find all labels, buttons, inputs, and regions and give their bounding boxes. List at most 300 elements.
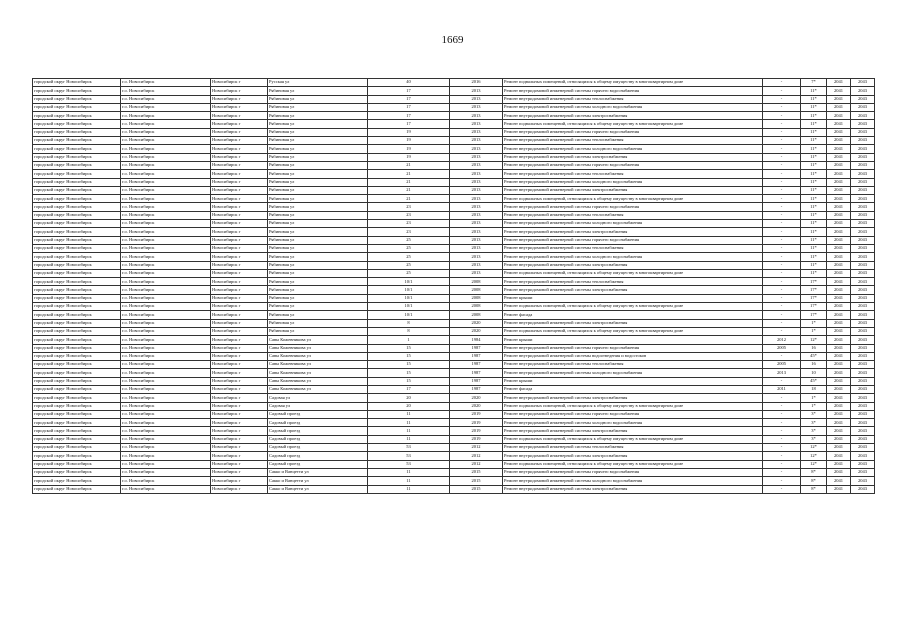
cell-street: Рябиновая ул	[268, 211, 368, 219]
cell-year-from: 2041	[827, 95, 851, 103]
cell-work-type: Ремонт внутридомовой инженерной системы холодного водоснабжения	[503, 419, 763, 427]
cell-street: Рябиновая ул	[268, 327, 368, 335]
cell-district: городской округ Новосибирск	[33, 95, 121, 103]
cell-year-from: 2041	[827, 79, 851, 87]
cell-year-built: 2013	[450, 269, 503, 277]
cell-house: 17	[368, 87, 450, 95]
table-row	[33, 178, 875, 186]
cell-year-from: 2041	[827, 303, 851, 311]
cell-priority: 16	[801, 361, 827, 369]
cell-year-prev: -	[763, 468, 801, 476]
cell-year-from: 2041	[827, 477, 851, 485]
cell-street: Рябиновая ул	[268, 153, 368, 161]
cell-year-prev: 2011	[763, 385, 801, 393]
table-row	[33, 145, 875, 153]
cell-locality: Новосибирск г	[211, 311, 268, 319]
table-row	[33, 112, 875, 120]
cell-street: Рябиновая ул	[268, 303, 368, 311]
cell-locality: Новосибирск г	[211, 195, 268, 203]
cell-city: г.о. Новосибирск	[121, 468, 211, 476]
cell-year-prev: -	[763, 294, 801, 302]
cell-city: г.о. Новосибирск	[121, 153, 211, 161]
cell-year-to: 2043	[851, 95, 875, 103]
cell-work-type: Ремонт внутридомовой инженерной системы теплоснабжения	[503, 244, 763, 252]
cell-house: 8	[368, 327, 450, 335]
cell-year-to: 2043	[851, 120, 875, 128]
cell-year-built: 2013	[450, 178, 503, 186]
cell-city: г.о. Новосибирск	[121, 103, 211, 111]
cell-year-to: 2043	[851, 161, 875, 169]
cell-year-built: 2013	[450, 153, 503, 161]
cell-priority: 11*	[801, 153, 827, 161]
cell-year-from: 2041	[827, 369, 851, 377]
cell-work-type: Ремонт внутридомовой инженерной системы горячего водоснабжения	[503, 344, 763, 352]
cell-locality: Новосибирск г	[211, 394, 268, 402]
cell-year-built: 2008	[450, 286, 503, 294]
cell-priority: 11*	[801, 137, 827, 145]
cell-year-prev: 2013	[763, 369, 801, 377]
cell-year-from: 2041	[827, 161, 851, 169]
table-row	[33, 170, 875, 178]
cell-street: Рябиновая ул	[268, 95, 368, 103]
cell-year-built: 2015	[450, 485, 503, 493]
cell-district: городской округ Новосибирск	[33, 261, 121, 269]
cell-city: г.о. Новосибирск	[121, 170, 211, 178]
cell-district: городской округ Новосибирск	[33, 485, 121, 493]
cell-priority: 11*	[801, 261, 827, 269]
cell-priority: 17*	[801, 278, 827, 286]
page-number: 1669	[441, 34, 464, 46]
cell-house: 15	[368, 352, 450, 360]
cell-street: Сакко и Ванцетти ул	[268, 485, 368, 493]
cell-year-prev: -	[763, 228, 801, 236]
cell-priority: 11*	[801, 103, 827, 111]
cell-work-type: Ремонт внутридомовой инженерной системы горячего водоснабжения	[503, 236, 763, 244]
cell-year-built: 2019	[450, 419, 503, 427]
cell-priority: 18	[801, 385, 827, 393]
cell-district: городской округ Новосибирск	[33, 344, 121, 352]
cell-district: городской округ Новосибирск	[33, 236, 121, 244]
cell-district: городской округ Новосибирск	[33, 385, 121, 393]
cell-year-to: 2043	[851, 435, 875, 443]
cell-street: Садовый проезд	[268, 410, 368, 418]
cell-city: г.о. Новосибирск	[121, 236, 211, 244]
table-row	[33, 228, 875, 236]
table-row	[33, 452, 875, 460]
cell-year-prev: -	[763, 435, 801, 443]
cell-year-built: 1984	[450, 336, 503, 344]
table-row	[33, 128, 875, 136]
cell-work-type: Ремонт внутридомовой инженерной системы горячего водоснабжения	[503, 161, 763, 169]
cell-house: 19	[368, 145, 450, 153]
cell-year-built: 2013	[450, 120, 503, 128]
cell-priority: 11*	[801, 95, 827, 103]
cell-work-type: Ремонт внутридомовой инженерной системы горячего водоснабжения	[503, 203, 763, 211]
cell-year-prev: -	[763, 103, 801, 111]
cell-priority: 7*	[801, 79, 827, 87]
table-row	[33, 236, 875, 244]
table-row	[33, 220, 875, 228]
cell-house: 17	[368, 120, 450, 128]
cell-street: Рябиновая ул	[268, 311, 368, 319]
cell-house: 20	[368, 402, 450, 410]
cell-year-from: 2041	[827, 112, 851, 120]
cell-locality: Новосибирск г	[211, 352, 268, 360]
table-row	[33, 203, 875, 211]
cell-locality: Новосибирск г	[211, 452, 268, 460]
cell-district: городской округ Новосибирск	[33, 336, 121, 344]
table-row	[33, 327, 875, 335]
cell-year-prev: -	[763, 419, 801, 427]
cell-work-type: Ремонт внутридомовой инженерной системы электроснабжения	[503, 112, 763, 120]
cell-house: 11	[368, 427, 450, 435]
cell-work-type: Ремонт внутридомовой инженерной системы горячего водоснабжения	[503, 128, 763, 136]
cell-house: 10/1	[368, 311, 450, 319]
cell-locality: Новосибирск г	[211, 137, 268, 145]
cell-year-from: 2041	[827, 236, 851, 244]
cell-year-to: 2043	[851, 452, 875, 460]
cell-work-type: Ремонт внутридомовой инженерной системы теплоснабжения	[503, 170, 763, 178]
cell-street: Савы Кожевникова ул	[268, 385, 368, 393]
cell-year-built: 2008	[450, 303, 503, 311]
table-row	[33, 195, 875, 203]
cell-city: г.о. Новосибирск	[121, 444, 211, 452]
cell-work-type: Ремонт внутридомовой инженерной системы теплоснабжения	[503, 361, 763, 369]
cell-work-type: Ремонт внутридомовой инженерной системы теплоснабжения	[503, 211, 763, 219]
cell-priority: 3*	[801, 419, 827, 427]
cell-priority: 16	[801, 344, 827, 352]
cell-street: Рябиновая ул	[268, 128, 368, 136]
cell-priority: 8*	[801, 468, 827, 476]
cell-priority: 17*	[801, 303, 827, 311]
table-row	[33, 319, 875, 327]
cell-house: 10/1	[368, 303, 450, 311]
cell-city: г.о. Новосибирск	[121, 477, 211, 485]
cell-year-built: 2013	[450, 186, 503, 194]
cell-year-to: 2043	[851, 178, 875, 186]
cell-city: г.о. Новосибирск	[121, 278, 211, 286]
cell-street: Рябиновая ул	[268, 236, 368, 244]
table-row	[33, 468, 875, 476]
cell-work-type: Ремонт фасада	[503, 311, 763, 319]
cell-district: городской округ Новосибирск	[33, 369, 121, 377]
cell-city: г.о. Новосибирск	[121, 95, 211, 103]
cell-priority: 1*	[801, 327, 827, 335]
cell-district: городской округ Новосибирск	[33, 79, 121, 87]
cell-year-prev: -	[763, 477, 801, 485]
cell-year-built: 2013	[450, 211, 503, 219]
cell-work-type: Ремонт крыши	[503, 377, 763, 385]
cell-city: г.о. Новосибирск	[121, 220, 211, 228]
cell-city: г.о. Новосибирск	[121, 211, 211, 219]
cell-city: г.о. Новосибирск	[121, 452, 211, 460]
cell-street: Садовый проезд	[268, 419, 368, 427]
cell-street: Савы Кожевникова ул	[268, 377, 368, 385]
cell-year-built: 2013	[450, 261, 503, 269]
cell-priority: 17*	[801, 286, 827, 294]
cell-work-type: Ремонт внутридомовой инженерной системы холодного водоснабжения	[503, 145, 763, 153]
cell-locality: Новосибирск г	[211, 477, 268, 485]
cell-year-from: 2041	[827, 253, 851, 261]
cell-year-prev: -	[763, 120, 801, 128]
cell-city: г.о. Новосибирск	[121, 352, 211, 360]
cell-year-prev: -	[763, 460, 801, 468]
cell-year-built: 2020	[450, 394, 503, 402]
cell-year-to: 2043	[851, 485, 875, 493]
cell-house: 21	[368, 170, 450, 178]
cell-street: Рябиновая ул	[268, 220, 368, 228]
cell-work-type: Ремонт крыши	[503, 294, 763, 302]
cell-house: 25	[368, 269, 450, 277]
cell-locality: Новосибирск г	[211, 211, 268, 219]
cell-locality: Новосибирск г	[211, 269, 268, 277]
cell-year-built: 2013	[450, 87, 503, 95]
cell-district: городской округ Новосибирск	[33, 244, 121, 252]
cell-house: 11	[368, 468, 450, 476]
cell-year-prev: -	[763, 319, 801, 327]
cell-priority: 12*	[801, 336, 827, 344]
cell-city: г.о. Новосибирск	[121, 394, 211, 402]
table-row	[33, 435, 875, 443]
cell-work-type: Ремонт внутридомовой инженерной системы электроснабжения	[503, 427, 763, 435]
cell-city: г.о. Новосибирск	[121, 427, 211, 435]
cell-work-type: Ремонт подвальных помещений, относящихся к общему имуществу в многоквартирном доме	[503, 460, 763, 468]
cell-house: 19	[368, 137, 450, 145]
cell-priority: 11*	[801, 253, 827, 261]
cell-locality: Новосибирск г	[211, 402, 268, 410]
cell-work-type: Ремонт подвальных помещений, относящихся к общему имуществу в многоквартирном доме	[503, 327, 763, 335]
cell-year-to: 2043	[851, 220, 875, 228]
cell-district: городской округ Новосибирск	[33, 460, 121, 468]
cell-year-built: 2013	[450, 161, 503, 169]
cell-year-built: 1987	[450, 377, 503, 385]
cell-year-built: 2008	[450, 278, 503, 286]
cell-locality: Новосибирск г	[211, 377, 268, 385]
cell-district: городской округ Новосибирск	[33, 87, 121, 95]
cell-city: г.о. Новосибирск	[121, 79, 211, 87]
cell-year-from: 2041	[827, 394, 851, 402]
cell-street: Рябиновая ул	[268, 170, 368, 178]
cell-district: городской округ Новосибирск	[33, 228, 121, 236]
cell-year-prev: 2005	[763, 344, 801, 352]
cell-locality: Новосибирск г	[211, 236, 268, 244]
cell-city: г.о. Новосибирск	[121, 253, 211, 261]
cell-locality: Новосибирск г	[211, 278, 268, 286]
cell-street: Рябиновая ул	[268, 278, 368, 286]
cell-city: г.о. Новосибирск	[121, 286, 211, 294]
cell-locality: Новосибирск г	[211, 286, 268, 294]
cell-district: городской округ Новосибирск	[33, 112, 121, 120]
cell-city: г.о. Новосибирск	[121, 344, 211, 352]
cell-city: г.о. Новосибирск	[121, 460, 211, 468]
cell-year-from: 2041	[827, 120, 851, 128]
cell-district: городской округ Новосибирск	[33, 103, 121, 111]
cell-locality: Новосибирск г	[211, 427, 268, 435]
cell-year-to: 2043	[851, 128, 875, 136]
cell-year-to: 2043	[851, 444, 875, 452]
cell-year-built: 2013	[450, 95, 503, 103]
cell-house: 53	[368, 444, 450, 452]
cell-work-type: Ремонт внутридомовой инженерной системы электроснабжения	[503, 228, 763, 236]
cell-year-to: 2043	[851, 186, 875, 194]
cell-year-built: 2013	[450, 220, 503, 228]
cell-city: г.о. Новосибирск	[121, 327, 211, 335]
cell-house: 25	[368, 244, 450, 252]
cell-work-type: Ремонт внутридомовой инженерной системы теплоснабжения	[503, 444, 763, 452]
cell-priority: 11*	[801, 203, 827, 211]
cell-year-to: 2043	[851, 460, 875, 468]
cell-house: 11	[368, 477, 450, 485]
cell-year-from: 2041	[827, 402, 851, 410]
cell-locality: Новосибирск г	[211, 103, 268, 111]
cell-work-type: Ремонт подвальных помещений, относящихся к общему имуществу в многоквартирном доме	[503, 303, 763, 311]
cell-locality: Новосибирск г	[211, 261, 268, 269]
cell-locality: Новосибирск г	[211, 303, 268, 311]
cell-district: городской округ Новосибирск	[33, 203, 121, 211]
cell-year-prev: -	[763, 153, 801, 161]
cell-year-from: 2041	[827, 244, 851, 252]
cell-street: Савы Кожевникова ул	[268, 336, 368, 344]
cell-house: 21	[368, 186, 450, 194]
cell-year-built: 2008	[450, 311, 503, 319]
cell-locality: Новосибирск г	[211, 327, 268, 335]
cell-work-type: Ремонт внутридомовой инженерной системы электроснабжения	[503, 186, 763, 194]
cell-city: г.о. Новосибирск	[121, 128, 211, 136]
cell-year-to: 2043	[851, 344, 875, 352]
cell-year-prev: -	[763, 394, 801, 402]
cell-locality: Новосибирск г	[211, 228, 268, 236]
cell-district: городской округ Новосибирск	[33, 220, 121, 228]
cell-year-prev: -	[763, 95, 801, 103]
cell-year-prev: -	[763, 195, 801, 203]
cell-priority: 8*	[801, 485, 827, 493]
cell-district: городской округ Новосибирск	[33, 178, 121, 186]
cell-city: г.о. Новосибирск	[121, 410, 211, 418]
cell-locality: Новосибирск г	[211, 444, 268, 452]
cell-work-type: Ремонт внутридомовой инженерной системы электроснабжения	[503, 485, 763, 493]
repair-register-table	[32, 78, 875, 494]
cell-year-built: 1987	[450, 344, 503, 352]
cell-year-to: 2043	[851, 286, 875, 294]
cell-work-type: Ремонт внутридомовой инженерной системы теплоснабжения	[503, 278, 763, 286]
cell-city: г.о. Новосибирск	[121, 435, 211, 443]
cell-year-prev: -	[763, 485, 801, 493]
cell-district: городской округ Новосибирск	[33, 253, 121, 261]
cell-city: г.о. Новосибирск	[121, 303, 211, 311]
cell-priority: 11*	[801, 128, 827, 136]
cell-year-to: 2043	[851, 236, 875, 244]
cell-district: городской округ Новосибирск	[33, 269, 121, 277]
cell-year-built: 1987	[450, 369, 503, 377]
cell-district: городской округ Новосибирск	[33, 327, 121, 335]
cell-house: 40	[368, 79, 450, 87]
table-row	[33, 244, 875, 252]
cell-year-prev: -	[763, 377, 801, 385]
cell-city: г.о. Новосибирск	[121, 369, 211, 377]
table-row	[33, 278, 875, 286]
cell-year-built: 2013	[450, 236, 503, 244]
cell-city: г.о. Новосибирск	[121, 261, 211, 269]
cell-year-built: 2013	[450, 253, 503, 261]
cell-locality: Новосибирск г	[211, 344, 268, 352]
table-row	[33, 460, 875, 468]
cell-year-to: 2043	[851, 427, 875, 435]
cell-locality: Новосибирск г	[211, 79, 268, 87]
cell-work-type: Ремонт внутридомовой инженерной системы горячего водоснабжения	[503, 468, 763, 476]
cell-house: 25	[368, 253, 450, 261]
cell-street: Сакко и Ванцетти ул	[268, 477, 368, 485]
cell-year-from: 2041	[827, 352, 851, 360]
cell-year-from: 2041	[827, 278, 851, 286]
cell-district: городской округ Новосибирск	[33, 278, 121, 286]
table-row	[33, 427, 875, 435]
table-row	[33, 153, 875, 161]
cell-year-built: 2016	[450, 79, 503, 87]
register-body	[33, 79, 875, 494]
cell-work-type: Ремонт внутридомовой инженерной системы электроснабжения	[503, 452, 763, 460]
cell-house: 15	[368, 369, 450, 377]
cell-city: г.о. Новосибирск	[121, 385, 211, 393]
cell-priority: 3*	[801, 410, 827, 418]
cell-year-to: 2043	[851, 211, 875, 219]
cell-locality: Новосибирск г	[211, 178, 268, 186]
cell-district: городской округ Новосибирск	[33, 361, 121, 369]
cell-priority: 11*	[801, 120, 827, 128]
table-row	[33, 485, 875, 493]
cell-year-prev: -	[763, 444, 801, 452]
cell-city: г.о. Новосибирск	[121, 377, 211, 385]
cell-street: Рябиновая ул	[268, 228, 368, 236]
cell-year-prev: -	[763, 410, 801, 418]
cell-year-built: 1987	[450, 361, 503, 369]
cell-year-built: 2019	[450, 410, 503, 418]
cell-year-from: 2041	[827, 211, 851, 219]
cell-district: городской округ Новосибирск	[33, 444, 121, 452]
cell-work-type: Ремонт внутридомовой инженерной системы электроснабжения	[503, 319, 763, 327]
cell-work-type: Ремонт подвальных помещений, относящихся к общему имуществу в многоквартирном доме	[503, 435, 763, 443]
cell-year-from: 2041	[827, 286, 851, 294]
cell-work-type: Ремонт подвальных помещений, относящихся к общему имуществу в многоквартирном доме	[503, 79, 763, 87]
cell-house: 21	[368, 161, 450, 169]
cell-year-prev: -	[763, 137, 801, 145]
cell-year-built: 2013	[450, 203, 503, 211]
cell-year-built: 2013	[450, 244, 503, 252]
cell-locality: Новосибирск г	[211, 87, 268, 95]
cell-year-from: 2041	[827, 261, 851, 269]
cell-year-prev: 2005	[763, 361, 801, 369]
cell-house: 8	[368, 319, 450, 327]
cell-city: г.о. Новосибирск	[121, 137, 211, 145]
cell-locality: Новосибирск г	[211, 385, 268, 393]
cell-year-prev: -	[763, 79, 801, 87]
cell-priority: 12*	[801, 460, 827, 468]
cell-city: г.о. Новосибирск	[121, 112, 211, 120]
table-row	[33, 336, 875, 344]
cell-house: 23	[368, 220, 450, 228]
cell-house: 23	[368, 211, 450, 219]
table-row	[33, 79, 875, 87]
cell-district: городской округ Новосибирск	[33, 137, 121, 145]
cell-year-built: 2019	[450, 427, 503, 435]
table-row	[33, 120, 875, 128]
cell-year-built: 2015	[450, 468, 503, 476]
cell-year-to: 2043	[851, 319, 875, 327]
cell-street: Савы Кожевникова ул	[268, 344, 368, 352]
cell-year-built: 2020	[450, 319, 503, 327]
cell-locality: Новосибирск г	[211, 112, 268, 120]
cell-priority: 11*	[801, 211, 827, 219]
cell-year-prev: -	[763, 211, 801, 219]
